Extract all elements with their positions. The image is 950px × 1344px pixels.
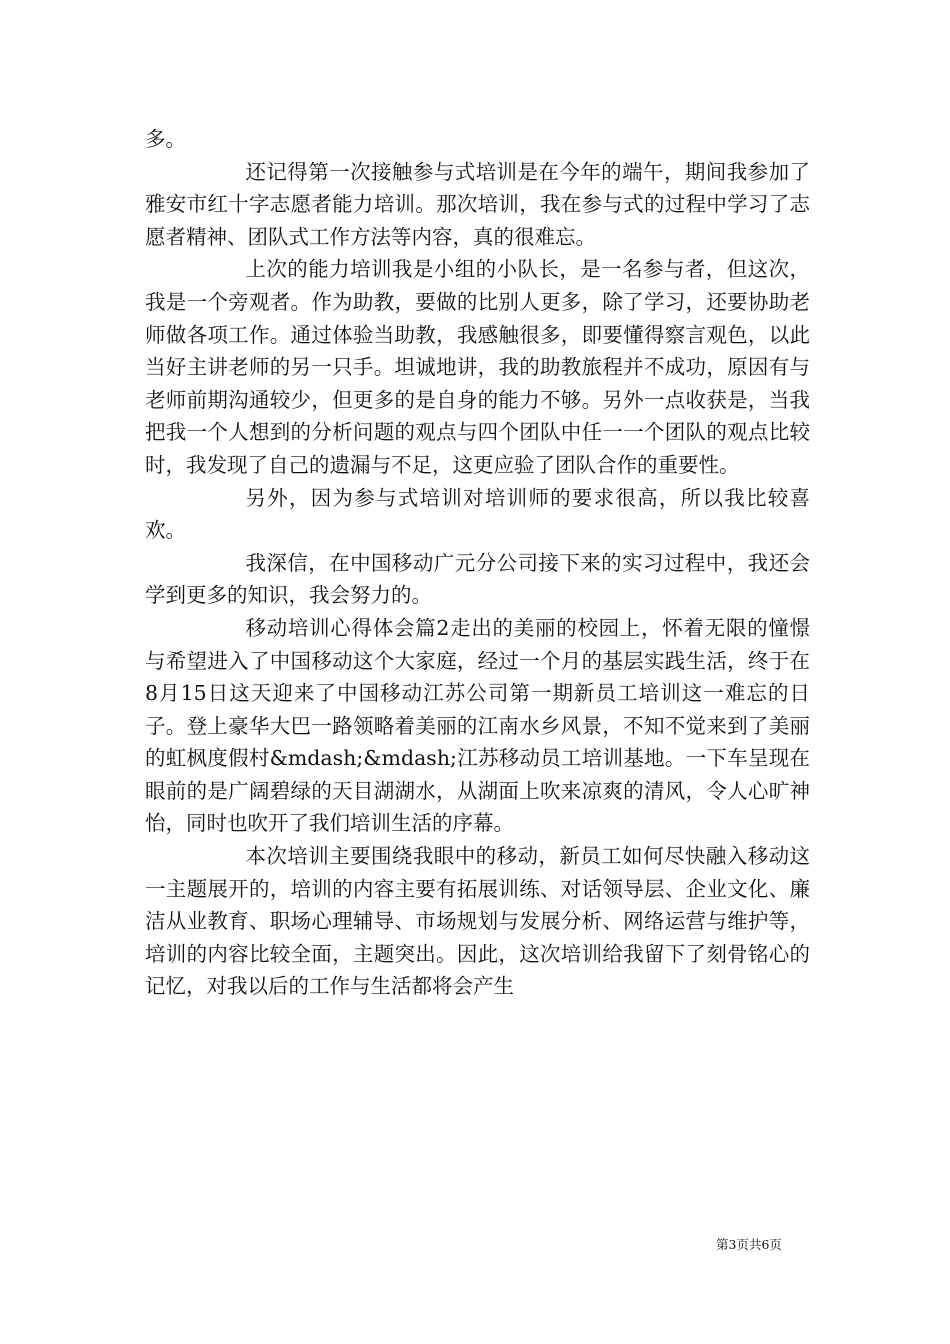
page-number-footer: 第3页共6页 [716, 1237, 782, 1252]
paragraph: 本次培训主要围绕我眼中的移动，新员工如何尽快融入移动这一主题展开的，培训的内容主要有拓展训练、对话领导层、企业文化、廉洁从业教育、职场心理辅导、市场规划与发展分析、网络运营与维护等，培训的内容比较全面，主题突出。因此，这次培训给我留下了刻骨铭心的记忆，对我以后的工作与生活都将会产生 [145, 844, 810, 999]
paragraph: 我深信，在中国移动广元分公司接下来的实习过程中，我还会学到更多的知识，我会努力的。 [145, 550, 810, 608]
document-body [145, 123, 810, 1003]
paragraph: 另外，因为参与式培训对培训师的要求很高，所以我比较喜欢。 [145, 485, 810, 543]
paragraph-continuation: 多。 [145, 127, 186, 151]
paragraph: 还记得第一次接触参与式培训是在今年的端午，期间我参加了雅安市红十字志愿者能力培训。那次培训，我在参与式的过程中学习了志愿者精神、团队式工作方法等内容，真的很难忘。 [145, 159, 810, 249]
paragraph: 移动培训心得体会篇2走出的美丽的校园上，怀着无限的憧憬与希望进入了中国移动这个大家庭，经过一个月的基层实践生活，终于在8月15日这天迎来了中国移动江苏公司第一期新员工培训这一难忘的日子。登上豪华大巴一路领略着美丽的江南水乡风景，不知不觉来到了美丽的虹枫度假村&mdash;&mdash;江苏移动员工培训基地。一下车呈现在眼前的是广阔碧绿的天目湖湖水，从湖面上吹来凉爽的清风，令人心旷神怡，同时也吹开了我们培训生活的序幕。 [145, 615, 810, 836]
paragraph: 上次的能力培训我是小组的小队长，是一名参与者，但这次，我是一个旁观者。作为助教，要做的比别人更多，除了学习，还要协助老师做各项工作。通过体验当助教，我感触很多，即要懂得察言观色，以此当好主讲老师的另一只手。坦诚地讲，我的助教旅程并不成功，原因有与老师前期沟通较少，但更多的是自身的能力不够。另外一点收获是，当我把我一个人想到的分析问题的观点与四个团队中任一一个团队的观点比较时，我发现了自己的遗漏与不足，这更应验了团队合作的重要性。 [145, 257, 810, 477]
